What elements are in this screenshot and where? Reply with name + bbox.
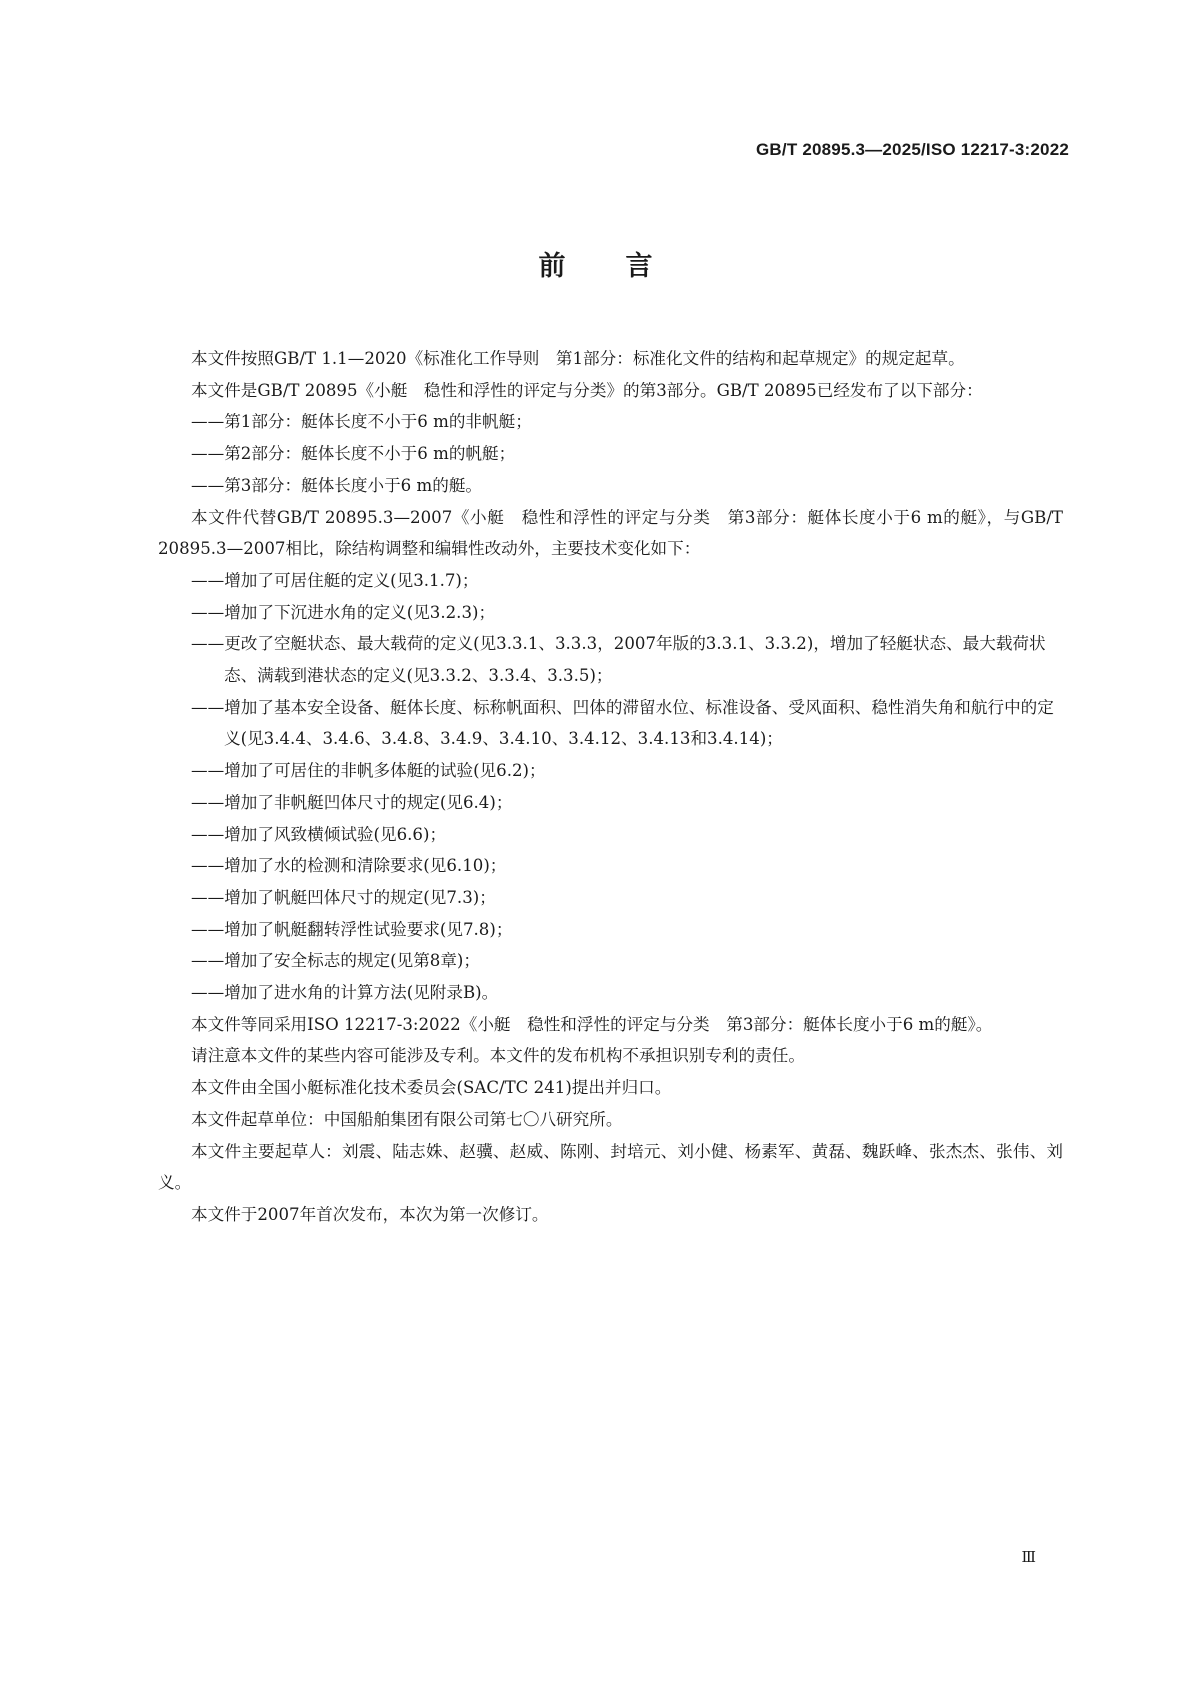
list-item-change: ——更改了空艇状态、最大载荷的定义(见3.3.1、3.3.3，2007年版的3.3.1、3.3.2)，增加了轻艇状态、最大载荷状态、满载到港状态的定义(见3.3.2、3.3.4、3.3.5)； — [191, 634, 1046, 686]
document-id: GB/T 20895.3—2025/ISO 12217-3:2022 — [756, 140, 1069, 159]
paragraph-replacement: 本文件代替GB/T 20895.3—2007《小艇 稳性和浮性的评定与分类 第3部分：艇体长度小于6 m的艇》，与GB/T 20895.3—2007相比，除结构调整和编辑性改动外，主要技术变化如下： — [158, 507, 1063, 559]
list-item-change: ——增加了进水角的计算方法(见附录B)。 — [191, 983, 499, 1003]
paragraph-drafting-unit: 本文件起草单位：中国船舶集团有限公司第七〇八研究所。 — [191, 1109, 623, 1129]
list-item-change: ——增加了可居住的非帆多体艇的试验(见6.2)； — [191, 761, 546, 781]
list-item-change: ——增加了帆艇翻转浮性试验要求(见7.8)； — [191, 919, 513, 939]
list-item-change: ——增加了下沉进水角的定义(见3.2.3)； — [191, 602, 496, 622]
paragraph-patent-notice: 请注意本文件的某些内容可能涉及专利。本文件的发布机构不承担识别专利的责任。 — [191, 1046, 805, 1066]
paragraph-series-info: 本文件是GB/T 20895《小艇 稳性和浮性的评定与分类》的第3部分。GB/T 20895已经发布了以下部分： — [191, 380, 983, 400]
paragraph-history: 本文件于2007年首次发布，本次为第一次修订。 — [191, 1204, 549, 1224]
list-item-change: ——增加了水的检测和清除要求(见6.10)； — [191, 856, 507, 876]
list-item-change: ——增加了非帆艇凹体尺寸的规定(见6.4)； — [191, 792, 513, 812]
foreword-body — [158, 343, 1063, 1231]
list-item-change: ——增加了基本安全设备、艇体长度、标称帆面积、凹体的滞留水位、标准设备、受风面积、稳性消失角和航行中的定义(见3.4.4、3.4.6、3.4.8、3.4.9、3.4.10、3.4.12、3.4.13和3.4.14)； — [191, 697, 1054, 749]
paragraph-adoption: 本文件等同采用ISO 12217-3:2022《小艇 稳性和浮性的评定与分类 第3部分：艇体长度小于6 m的艇》。 — [191, 1014, 993, 1034]
page-number: Ⅲ — [1021, 1550, 1036, 1566]
list-item-change: ——增加了安全标志的规定(见第8章)； — [191, 951, 481, 971]
page-title: 前言 — [538, 251, 713, 282]
paragraph-drafting-rules: 本文件按照GB/T 1.1—2020《标准化工作导则 第1部分：标准化文件的结构和起草规定》的规定起草。 — [191, 349, 965, 368]
list-item-part-2: ——第2部分：艇体长度不小于6 m的帆艇； — [191, 444, 516, 464]
list-item-part-1: ——第1部分：艇体长度不小于6 m的非帆艇； — [191, 412, 532, 432]
paragraph-proposer: 本文件由全国小艇标准化技术委员会(SAC/TC 241)提出并归口。 — [191, 1078, 672, 1098]
list-item-change: ——增加了可居住艇的定义(见3.1.7)； — [191, 570, 479, 590]
list-item-change: ——增加了风致横倾试验(见6.6)； — [191, 824, 447, 844]
paragraph-drafters: 本文件主要起草人：刘震、陆志姝、赵骥、赵威、陈刚、封培元、刘小健、杨素军、黄磊、魏跃峰、张杰杰、张伟、刘义。 — [158, 1141, 1063, 1193]
list-item-change: ——增加了帆艇凹体尺寸的规定(见7.3)； — [191, 887, 496, 907]
list-item-part-3: ——第3部分：艇体长度小于6 m的艇。 — [191, 475, 483, 495]
